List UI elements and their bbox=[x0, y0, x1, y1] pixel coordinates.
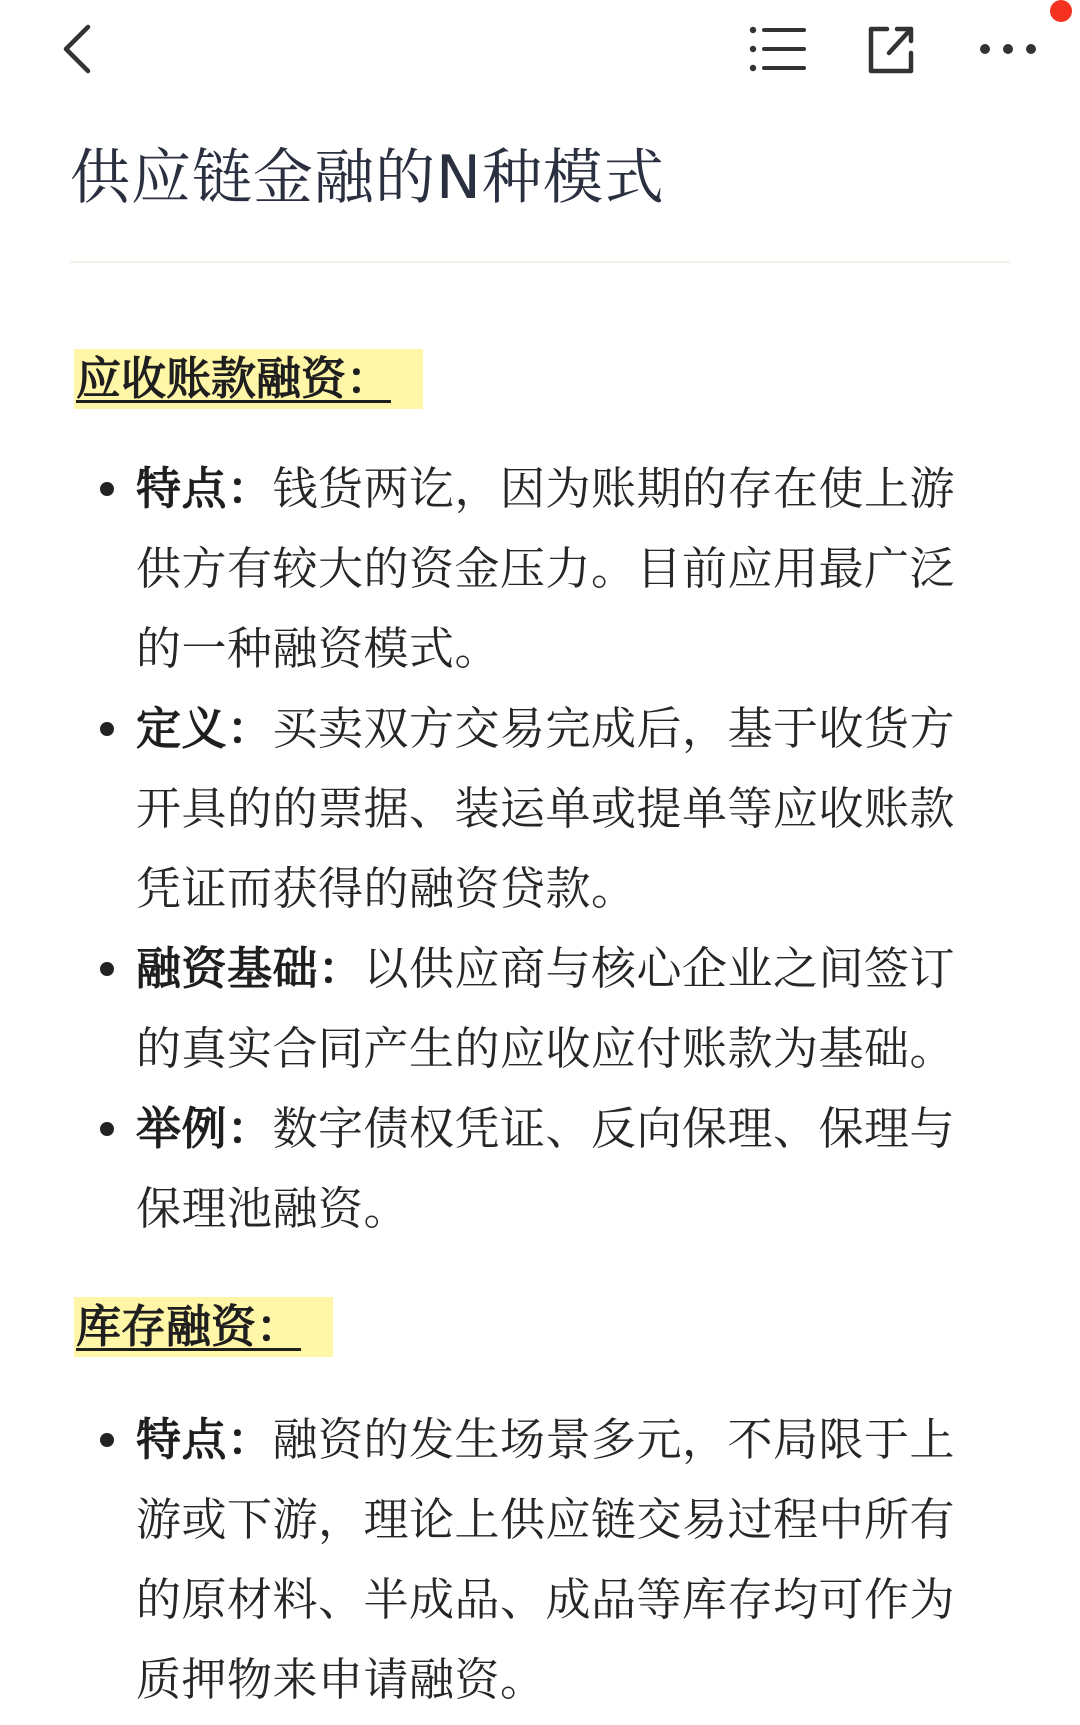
bullet-icon bbox=[100, 1122, 114, 1136]
section-heading-inventory-financing: 库存融资： bbox=[74, 1297, 333, 1357]
item-label: 特点： bbox=[136, 1413, 273, 1466]
page-title: 供应链金融的N种模式 bbox=[70, 143, 665, 213]
item-text: 买卖双方交易完成后，基于收货方开具的的票据、装运单或提单等应收账款凭证而获得的融资贷款。 bbox=[136, 702, 956, 915]
share-button[interactable] bbox=[858, 18, 924, 80]
chevron-left-icon bbox=[58, 21, 98, 77]
item-label: 定义： bbox=[136, 702, 273, 755]
inventory-financing-list bbox=[0, 1400, 1080, 1720]
bullet-icon bbox=[100, 1433, 114, 1447]
share-icon bbox=[863, 21, 919, 77]
item-text: 融资的发生场景多元，不局限于上游或下游，理论上供应链交易过程中所有的原材料、半成品、成品等库存均可作为质押物来申请融资。 bbox=[136, 1413, 956, 1706]
receivables-financing-list bbox=[0, 449, 1080, 1249]
bullet-icon bbox=[100, 962, 114, 976]
item-label: 融资基础： bbox=[136, 942, 364, 995]
top-navigation-bar bbox=[0, 0, 1080, 100]
bullet-icon bbox=[100, 722, 114, 736]
title-divider bbox=[70, 261, 1010, 263]
list-item bbox=[0, 449, 986, 689]
item-label: 特点： bbox=[136, 462, 273, 515]
more-dots-icon bbox=[978, 42, 1038, 56]
item-label: 举例： bbox=[136, 1102, 273, 1155]
list-item bbox=[0, 1089, 986, 1249]
item-text: 以供应商与核心企业之间签订的真实合同产生的应收应付账款为基础。 bbox=[136, 942, 956, 1075]
bullet-icon bbox=[100, 482, 114, 496]
list-item bbox=[0, 1400, 986, 1720]
list-item bbox=[0, 929, 986, 1089]
more-options-button[interactable] bbox=[968, 18, 1048, 80]
notification-dot bbox=[1050, 0, 1072, 22]
list-item bbox=[0, 689, 986, 929]
list-icon bbox=[748, 23, 808, 75]
section-heading-receivables-financing: 应收账款融资： bbox=[74, 349, 423, 409]
table-of-contents-button[interactable] bbox=[745, 18, 811, 80]
item-text: 数字债权凭证、反向保理、保理与保理池融资。 bbox=[136, 1102, 956, 1235]
item-text: 钱货两讫，因为账期的存在使上游供方有较大的资金压力。目前应用最广泛的一种融资模式。 bbox=[136, 462, 956, 675]
back-button[interactable] bbox=[50, 18, 106, 80]
